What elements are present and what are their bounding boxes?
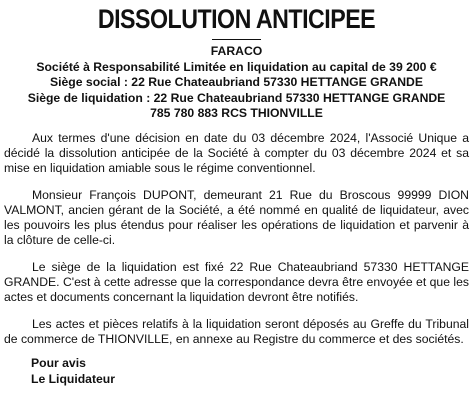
- signoff-liquidator: Le Liquidateur: [31, 371, 115, 386]
- title-divider: [212, 39, 261, 40]
- paragraph-decision: Aux termes d'une décision en date du 03 décembre 2024, l'Associé Unique a décidé la dissolution anticipée de la Société à compter du 03 décembre 2024 et sa mise en liquidation amiable sous le régime conventionnel.: [4, 131, 469, 175]
- signoff-pour-avis: Pour avis: [31, 356, 86, 370]
- notice-title: DISSOLUTION ANTICIPEE: [97, 4, 376, 34]
- liquidation-office: Siège de liquidation : 22 Rue Chateaubriand 57330 HETTANGE GRANDE: [27, 90, 446, 105]
- paragraph-liquidation-seat: Le siège de la liquidation est fixé 22 Rue Chateaubriand 57330 HETTANGE GRANDE. C'est à cette adresse que la correspondance devra être envoyée et que les actes et documents concernant la liquidation devront être notifiés.: [4, 260, 469, 304]
- registered-office: Siège social : 22 Rue Chateaubriand 57330 HETTANGE GRANDE: [50, 75, 423, 90]
- notice-body: [4, 131, 469, 359]
- company-header: [0, 44, 473, 122]
- company-form: Société à Responsabilité Limitée en liquidation au capital de 39 200 €: [36, 59, 437, 74]
- registration-number: 785 780 883 RCS THIONVILLE: [150, 106, 323, 121]
- paragraph-liquidator: Monsieur François DUPONT, demeurant 21 Rue du Broscous 99999 DION VALMONT, ancien gérant de la Société, a été nommé en qualité de liquidateur, avec les pouvoirs les plus étendus pour réaliser les opérations de liquidation et parvenir à la clôture de celle-ci.: [4, 188, 469, 247]
- paragraph-filing: Les actes et pièces relatifs à la liquidation seront déposés au Greffe du Tribunal de commerce de THIONVILLE, en annexe au Registre du commerce et des sociétés.: [4, 317, 469, 346]
- signoff: [31, 356, 115, 387]
- company-name: FARACO: [210, 44, 263, 58]
